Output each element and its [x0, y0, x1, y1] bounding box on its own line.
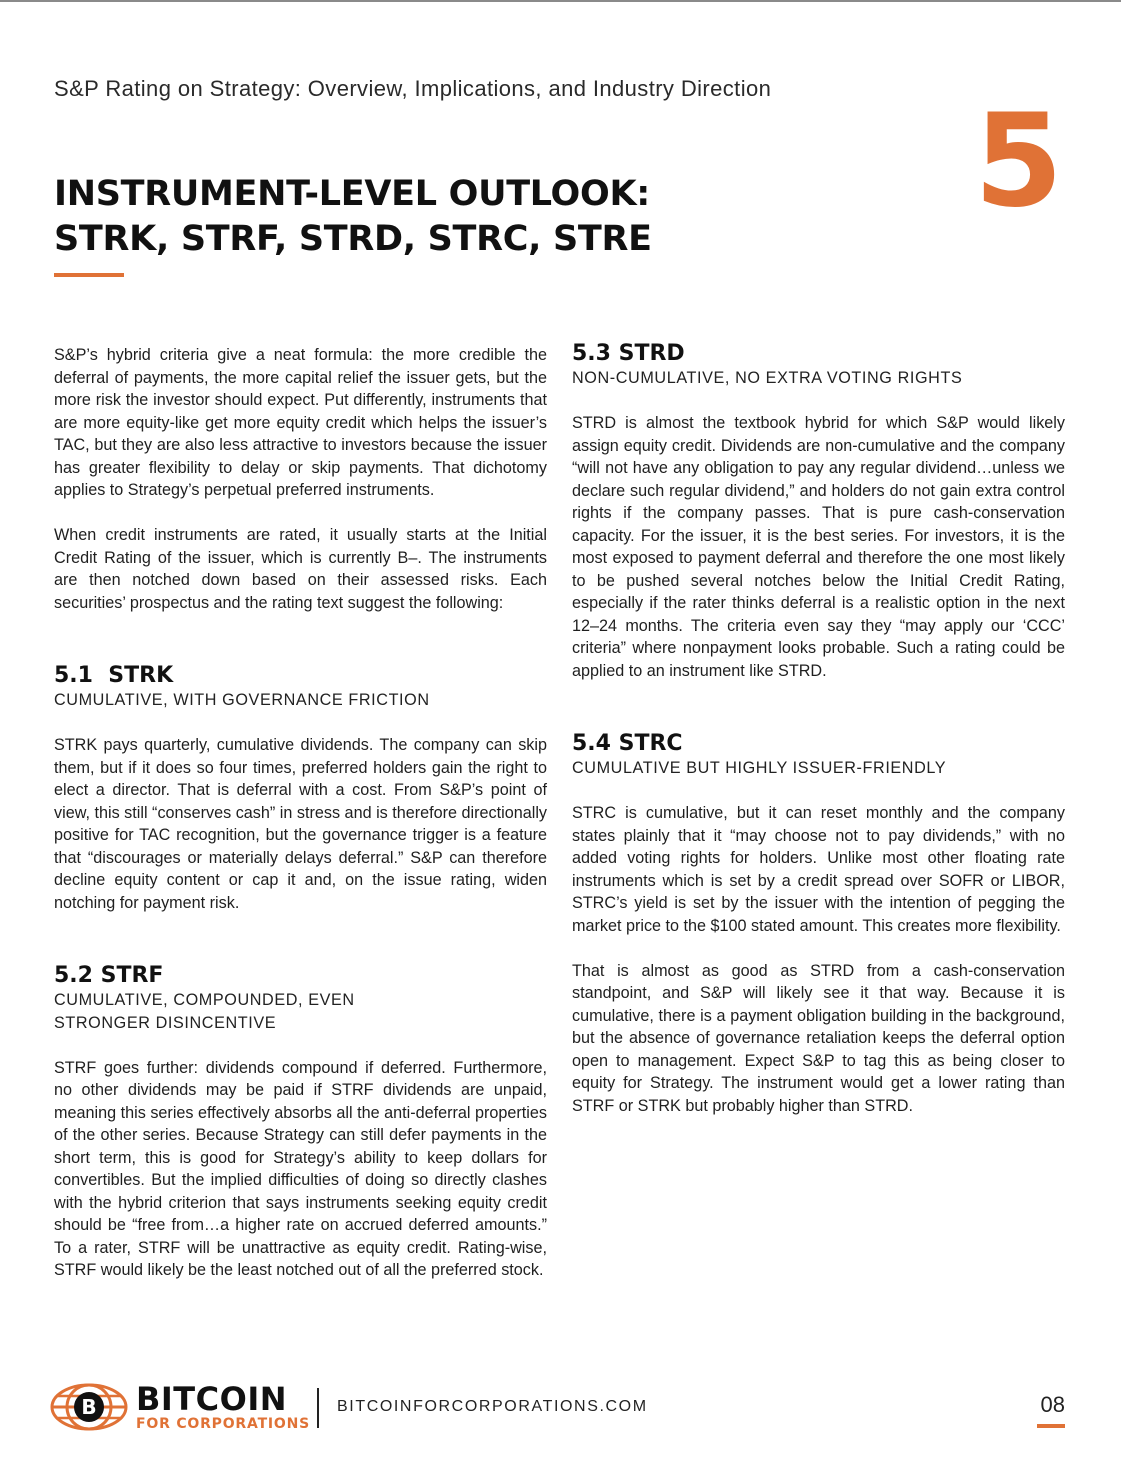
section-5-2-body: STRF goes further: dividends compound if deferred. Furthermore, no other dividends may be paid if STRF dividends are unpaid, meaning this series effectively absorbs all the anti-deferral properties of the other series. Because Strategy can still defer payments in the short term, this is good for Strategy’s ability to keep dollars for convertibles. But the implied difficulties of doing so directly clashes with the hybrid criterion that says instruments seeking equity credit should be “free from…a higher rate on accrued deferred amounts.” To a rater, STRF will be unattractive as equity credit. Rating-wise, STRF would likely be the least notched out of all the preferred stock.: [54, 1058, 547, 1279]
brand-wordmark: [136, 1382, 310, 1432]
section-5-3-subheading: NON-CUMULATIVE, NO EXTRA VOTING RIGHTS: [572, 369, 963, 387]
right-column: [572, 340, 1065, 1117]
section-5-3-heading: 5.3 STRD: [572, 341, 685, 366]
chapter-number: 5: [973, 87, 1063, 236]
intro-paragraph-1: S&P’s hybrid criteria give a neat formula: the more credible the deferral of payments, the more capital relief the issuer gets, but the more risk the investor should expect. Put differently, instruments that are more equity-like get more equity credit which helps the issuer’s TAC, but they are also less attractive to investors because the issuer has greater flexibility to delay or skip payments. That dichotomy applies to Strategy’s perpetual preferred instruments.: [54, 346, 547, 499]
section-5-1-heading: 5.1 STRK: [54, 663, 174, 688]
section-5-4-body-1: STRC is cumulative, but it can reset monthly and the company states plainly that it “may choose not to pay dividends,” with no added voting rights for holders. Unlike most other floating rate instruments which is set by a credit spread over SOFR or LIBOR, STRC’s yield is set by the issuer with the intention of pegging the market price to the $100 stated amount. This creates more flexibility.: [572, 804, 1065, 935]
running-header: S&P Rating on Strategy: Overview, Implications, and Industry Direction: [54, 76, 772, 101]
page-title: [54, 172, 652, 262]
left-column: [54, 344, 547, 1282]
brand-tagline: FOR CORPORATIONS: [136, 1416, 311, 1432]
page-number-underline: [1037, 1424, 1065, 1428]
section-5-4-heading: 5.4 STRC: [572, 731, 683, 756]
section-5-2-heading: 5.2 STRF: [54, 963, 164, 988]
title-underline: [54, 273, 124, 277]
svg-text:B: B: [81, 1395, 97, 1419]
section-5-2-sub-line-2: STRONGER DISINCENTIVE: [54, 1013, 277, 1032]
section-5-4-subheading: CUMULATIVE BUT HIGHLY ISSUER-FRIENDLY: [572, 759, 947, 777]
section-5-1-body: STRK pays quarterly, cumulative dividends. The company can skip them, but if it does so four times, preferred holders gain the right to elect a director. That is deferral with a cost. From S&P’s point of view, this still “conserves cash” in stress and is therefore directionally positive for TAC recognition, but the governance trigger is a feature that “discourages or materially delays deferral.” S&P can therefore decline equity content or cap it and, on the issue rating, widen notching for payment risk.: [54, 736, 548, 912]
section-5-3-body: STRD is almost the textbook hybrid for which S&P would likely assign equity credit. Dividends are non-cumulative and the company “will not have any obligation to pay any regular dividend…unless we declare such regular dividend,” and holders do not gain extra control rights if the company passes. That is pure cash-conservation capacity. For the issuer, it is the best series. For investors, it is the most exposed to payment deferral and therefore the one most likely to be pushed several notches below the Initial Credit Rating, especially if the rater thinks deferral is a realistic option in the next 12–24 months. The criteria even say they “may apply our ‘CCC’ criteria” where nonpayment looks probable. Such a rating could be applied to an instrument like STRD.: [572, 414, 1065, 680]
title-line-1: INSTRUMENT-LEVEL OUTLOOK:: [54, 174, 650, 214]
page-number: 08: [1040, 1392, 1065, 1417]
footer-url[interactable]: BITCOINFORCORPORATIONS.COM: [337, 1398, 648, 1415]
section-5-2-subheading: [54, 989, 547, 1034]
section-5-4-body-2: That is almost as good as STRD from a cash-conservation standpoint, and S&P will likely see it that way. Because it is cumulative, there is a payment obligation building in the background, but the absence of governance retaliation keeps the deferral option open to management. Expect S&P to tag this as being closer to equity for Strategy. The instrument would get a lower rating than STRF or STRK but probably higher than STRD.: [572, 961, 1065, 1115]
section-5-1-subheading: CUMULATIVE, WITH GOVERNANCE FRICTION: [54, 691, 430, 709]
brand-name: BITCOIN: [136, 1380, 287, 1418]
section-5-2-sub-line-1: CUMULATIVE, COMPOUNDED, EVEN: [54, 991, 355, 1009]
intro-paragraph-2: When credit instruments are rated, it usually starts at the Initial Credit Rating of the issuer, which is currently B–. The instruments are then notched down based on their assessed risks. Each securities’ prospectus and the rating text suggest the following:: [54, 526, 547, 612]
footer-divider: [317, 1388, 319, 1428]
top-border: [0, 0, 1121, 2]
title-line-2: STRK, STRF, STRD, STRC, STRE: [54, 219, 652, 259]
bitcoin-globe-icon: [50, 1382, 128, 1432]
